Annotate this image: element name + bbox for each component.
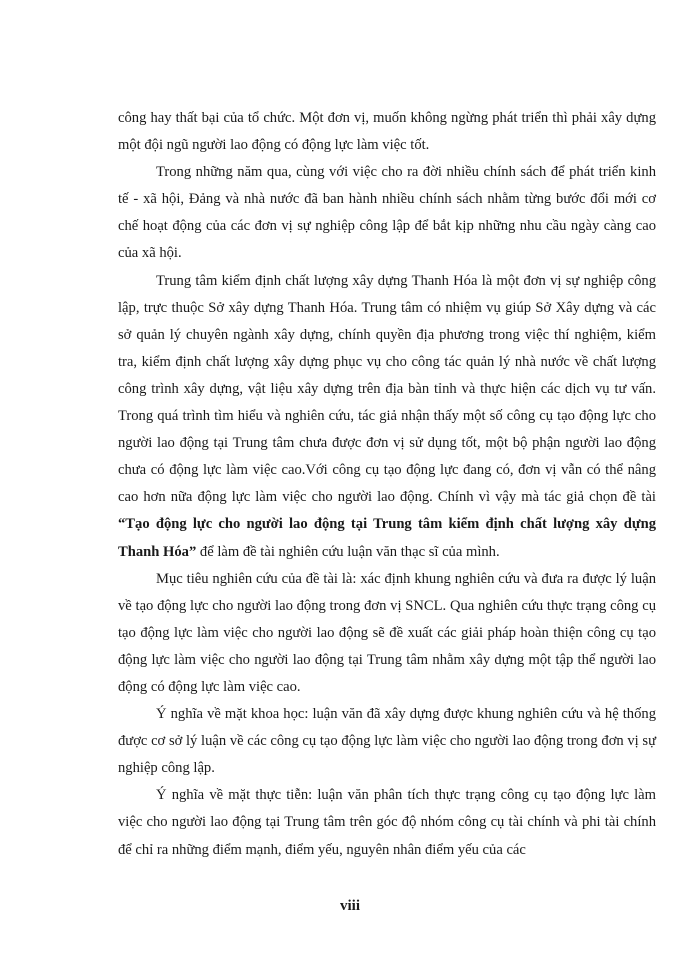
paragraph-1: công hay thất bại của tổ chức. Một đơn vị, muốn không ngừng phát triển thì phải xây dựng một đội ngũ người lao động có động lực làm việc tốt. [118,110,656,154]
paragraph-5: Ý nghĩa về mặt khoa học: luận văn đã xây dựng được khung nghiên cứu và hệ thống được cơ sở lý luận về các công cụ tạo động lực làm việc cho người lao động trong đơn vị sự nghiệp công lập. [118,706,656,777]
paragraph-3-text-before: Trung tâm kiểm định chất lượng xây dựng Thanh Hóa là một đơn vị sự nghiệp công lập, trực thuộc Sở xây dựng Thanh Hóa. Trung tâm có nhiệm vụ giúp Sở Xây dựng và các sở quản lý chuyên ngành xây dựng, chính quyền địa phương trong việc thí nghiệm, kiểm tra, kiểm định chất lượng xây dựng phục vụ cho công tác quản lý nhà nước về chất lượng công trình xây dựng, vật liệu xây dựng trên địa bàn tỉnh và thực hiện các dịch vụ tư vấn. Trong quá trình tìm hiểu và nghiên cứu, tác giả nhận thấy một số công cụ tạo động lực cho người lao động tại Trung tâm chưa được đơn vị sử dụng tốt, một bộ phận người lao động chưa có động lực làm việc cao.Với công cụ tạo động lực đang có, đơn vị vẫn có thể nâng cao hơn nữa động lực làm việc cho người lao động. Chính vì vậy mà tác giả chọn đề tài [118,272,656,506]
paragraph-3-text-after: để làm đề tài nghiên cứu luận văn thạc sĩ của mình. [196,543,500,560]
paragraph-2: Trong những năm qua, cùng với việc cho ra đời nhiều chính sách để phát triển kinh tế - xã hội, Đảng và nhà nước đã ban hành nhiều chính sách nhằm từng bước đổi mới cơ chế hoạt động của các đơn vị sự nghiệp công lập để bắt kịp những nhu cầu ngày càng cao của xã hội. [118,164,656,262]
paragraph-3 [118,268,656,566]
page-number: viii [339,898,360,914]
paragraph-6: Ý nghĩa về mặt thực tiễn: luận văn phân tích thực trạng công cụ tạo động lực làm việc cho người lao động tại Trung tâm trên góc độ nhóm công cụ tài chính và phi tài chính để chỉ ra những điểm mạnh, điểm yếu, nguyên nhân điểm yếu của các [118,787,656,858]
paragraph-4: Mục tiêu nghiên cứu của đề tài là: xác định khung nghiên cứu và đưa ra được lý luận về tạo động lực cho người lao động trong đơn vị SNCL. Qua nghiên cứu thực trạng công cụ tạo động lực làm việc cho người lao động sẽ đề xuất các giải pháp hoàn thiện công cụ tạo động lực làm việc cho người lao động tại Trung tâm nhằm xây dựng một tập thể người lao động có động lực làm việc cao. [118,570,656,695]
thesis-title-bold: “Tạo động lực cho người lao động tại Trung tâm kiểm định chất lượng xây dựng Thanh Hóa” [118,516,656,560]
body-text [118,105,656,864]
